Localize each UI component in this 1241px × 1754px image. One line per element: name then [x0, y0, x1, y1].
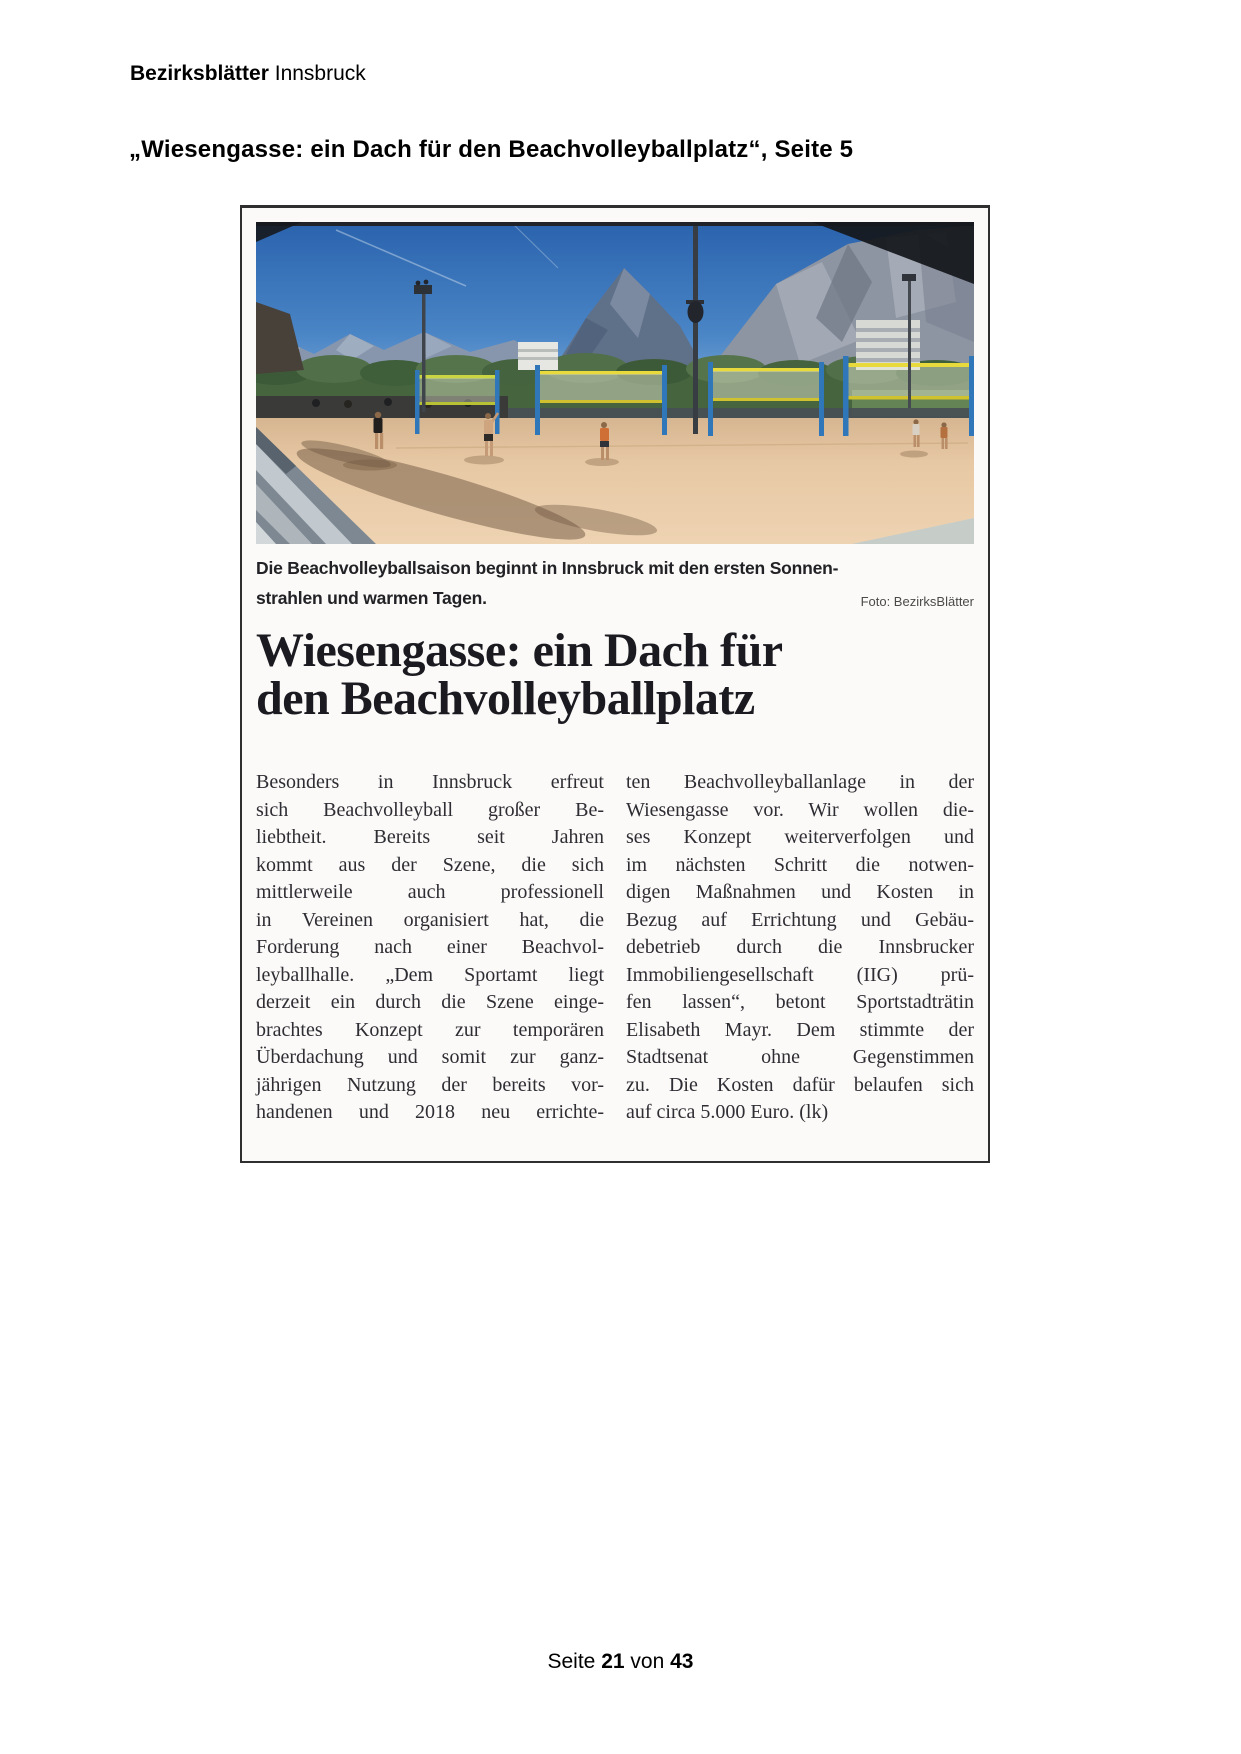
- article-text-line: ten Beachvolleyballanlage in der: [626, 771, 974, 793]
- footer-von-label: von: [630, 1650, 665, 1673]
- footer-page-total: 43: [670, 1650, 694, 1673]
- article-text-line: fen lassen“, betont Sportstadträtin: [626, 991, 974, 1013]
- publication-location: Innsbruck: [274, 62, 366, 85]
- article-text-line: mittlerweile auch professionell: [256, 881, 604, 903]
- document-header: [130, 62, 366, 86]
- article-text-line: kommt aus der Szene, die sich: [256, 853, 604, 876]
- article-text-line: Besonders in Innsbruck erfreut: [256, 771, 604, 793]
- article-column-1: [256, 769, 604, 1127]
- article-headline: [256, 624, 974, 725]
- photo-caption: [256, 553, 974, 613]
- newspaper-clipping: [240, 205, 990, 1163]
- photo-caption-line1: Die Beachvolleyballsaison beginnt in Innsbruck mit den ersten Sonnen-: [256, 558, 839, 578]
- photo-caption-line2: strahlen und warmen Tagen.: [256, 588, 487, 608]
- article-text-line: ses Konzept weiterverfolgen und: [626, 826, 974, 848]
- article-text-line: Stadtsenat ohne Gegenstimmen: [626, 1046, 974, 1068]
- article-headline-line2: den Beachvolleyballplatz: [256, 672, 755, 725]
- page-number-footer: [0, 1650, 1241, 1674]
- article-text-line: sich Beachvolleyball großer Be-: [256, 798, 604, 821]
- article-text-line: im nächsten Schritt die notwen-: [626, 853, 974, 876]
- footer-page-current: 21: [601, 1650, 625, 1673]
- article-text-line: jährigen Nutzung der bereits vor-: [256, 1073, 604, 1096]
- article-body: [256, 769, 974, 1127]
- footer-seite-label: Seite: [547, 1650, 596, 1673]
- article-headline-line1: Wiesengasse: ein Dach für: [256, 624, 783, 677]
- article-text-line: leyballhalle. „Dem Sportamt liegt: [256, 963, 604, 986]
- article-text-line: Wiesengasse vor. Wir wollen die-: [626, 798, 974, 821]
- article-text-line: auf circa 5.000 Euro. (lk): [626, 1101, 829, 1123]
- photo-credit: Foto: BezirksBlätter: [860, 594, 974, 609]
- article-text-line: liebtheit. Bereits seit Jahren: [256, 826, 604, 848]
- article-text-line: Bezug auf Errichtung und Gebäu-: [626, 908, 974, 931]
- article-text-line: brachtes Konzept zur temporären: [256, 1018, 604, 1041]
- article-text-line: zu. Die Kosten dafür belaufen sich: [626, 1073, 974, 1096]
- article-text-line: Elisabeth Mayr. Dem stimmte der: [626, 1018, 974, 1041]
- article-text-line: derzeit ein durch die Szene einge-: [256, 991, 604, 1013]
- article-text-line: Forderung nach einer Beachvol-: [256, 936, 604, 958]
- article-text-line: handenen und 2018 neu errichte-: [256, 1101, 604, 1123]
- publication-name: Bezirksblätter: [130, 62, 269, 85]
- article-text-line: Überdachung und somit zur ganz-: [256, 1046, 604, 1068]
- beachvolleyball-photo-illustration: [256, 222, 974, 544]
- article-text-line: digen Maßnahmen und Kosten in: [626, 881, 974, 903]
- article-text-line: debetrieb durch die Innsbrucker: [626, 936, 974, 958]
- article-photo: [256, 222, 974, 544]
- article-column-2: [626, 769, 974, 1127]
- article-text-line: Immobiliengesellschaft (IIG) prü-: [626, 963, 974, 986]
- article-text-line: in Vereinen organisiert hat, die: [256, 908, 604, 931]
- page-title: „Wiesengasse: ein Dach für den Beachvolleyballplatz“, Seite 5: [129, 136, 854, 163]
